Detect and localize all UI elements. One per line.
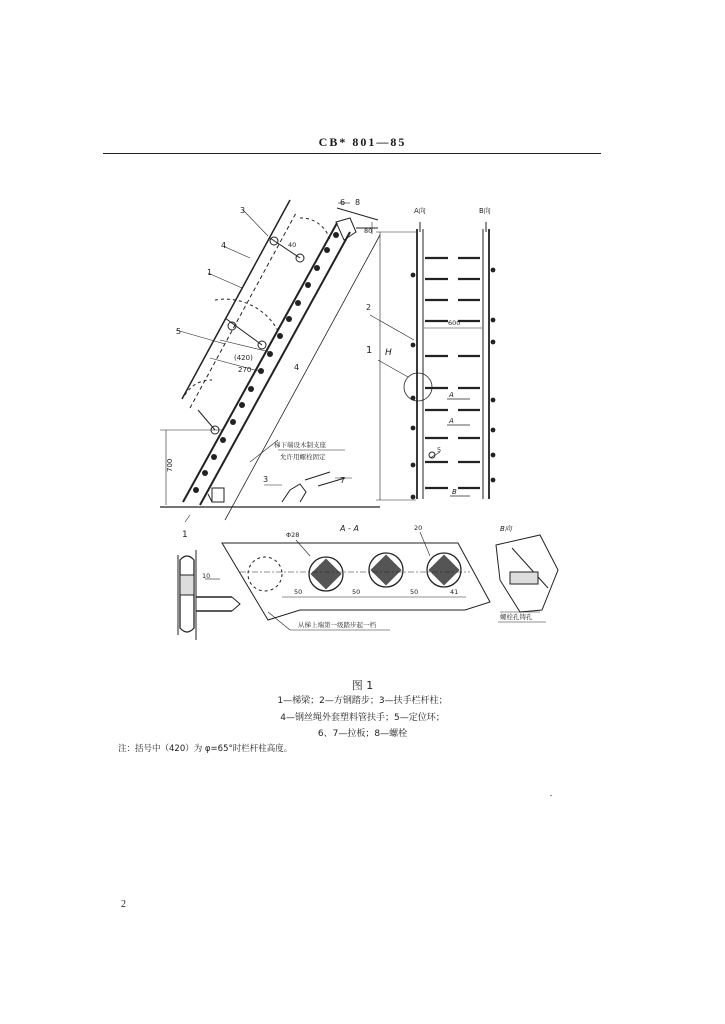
legend-line-3: 6、7—拉板；8—螺栓	[317, 729, 408, 739]
section-mark-b: B	[452, 488, 457, 496]
dim-10: 10	[202, 572, 211, 580]
figure-title: 图 1	[351, 679, 374, 692]
callout-7: 7	[340, 476, 346, 485]
callout-4b: 4	[294, 363, 300, 372]
figure-note: 注：括号中（420）为 φ=65°时栏杆柱高度。	[118, 744, 293, 754]
callout-4: 4	[221, 241, 227, 250]
callout-6: 6	[340, 198, 346, 207]
dim-80: 80	[364, 227, 373, 235]
weld-note-1: 梯下端设木制支座	[274, 441, 326, 449]
dim-20: 20	[414, 524, 423, 532]
view-b-label: B向	[479, 207, 491, 215]
dim-H: H	[385, 348, 392, 358]
dim-50b: 50	[352, 588, 361, 596]
dim-700: 700	[166, 458, 174, 472]
view-a-label: A向	[414, 207, 426, 215]
section-a-a	[222, 532, 490, 630]
bottom-note: 从梯上端第一级踏步起一档	[298, 621, 376, 629]
callout-detail-1: 1	[366, 345, 373, 356]
document-code: CB* 801—85	[318, 135, 407, 149]
callout-1: 1	[207, 268, 213, 277]
dim-270: 270	[238, 366, 252, 374]
dim-420: (420)	[234, 354, 253, 362]
dim-50c: 50	[410, 588, 419, 596]
callout-3: 3	[240, 206, 246, 215]
section-mark-a2: A	[449, 417, 454, 425]
detail-1	[178, 550, 240, 640]
scan-speck	[550, 795, 552, 796]
section-mark-a1: A	[449, 391, 454, 399]
page-number: 2	[121, 899, 126, 910]
callout-3b: 3	[263, 475, 269, 484]
front-view	[370, 222, 495, 500]
callout-8: 8	[355, 198, 361, 207]
view-b-small-label: B向	[500, 525, 512, 533]
dim-41: 41	[450, 588, 459, 596]
inclined-ladder-view	[160, 200, 380, 522]
dim-50a: 50	[294, 588, 303, 596]
legend-line-1: 1—梯梁；2—方钢踏步；3—扶手栏杆柱；	[277, 696, 448, 706]
hole-note: 螺栓孔铸孔	[500, 613, 533, 621]
dim-40: 40	[288, 241, 297, 249]
legend-line-2: 4—钢丝绳外套塑料管扶手；5—定位环；	[280, 713, 445, 723]
view-b-small	[496, 535, 558, 622]
detail-1-label: 1	[182, 530, 188, 540]
weld-note-2: 允许用螺栓固定	[280, 453, 326, 461]
section-a-a-label: A - A	[340, 524, 359, 533]
callout-5b: 5	[437, 446, 442, 454]
dim-phi28: Φ28	[286, 531, 300, 539]
callout-5: 5	[176, 327, 182, 336]
callout-2: 2	[366, 303, 372, 312]
dim-600: 600	[448, 319, 461, 327]
